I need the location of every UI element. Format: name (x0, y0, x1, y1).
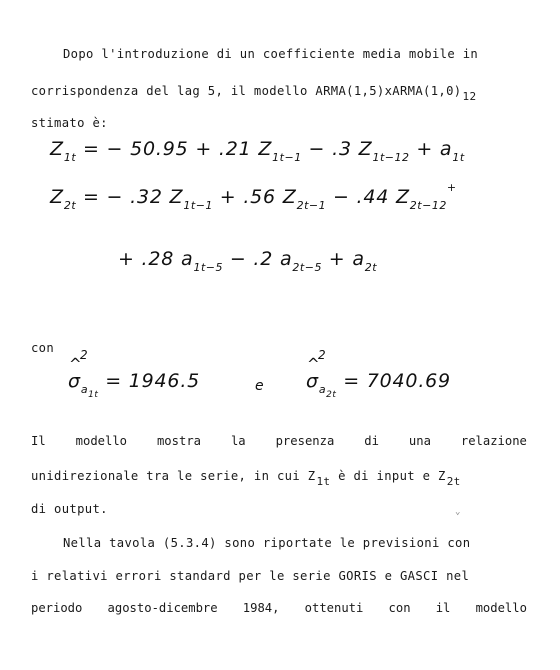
sigma-2-symbol-group (306, 348, 327, 392)
sigma-1-sub: a (80, 383, 89, 396)
sigma-2-value: = 7040.69 (343, 370, 451, 392)
eq1-rhs-c-sub: 1t (452, 151, 465, 164)
eq3-part-a: + .28 a (118, 248, 194, 270)
p3-word: con (388, 601, 411, 615)
p2-line2-b: è di input e Z (330, 469, 446, 483)
eq2-continuation-plus: + (446, 181, 457, 194)
sigma-1-symbol-group (68, 348, 89, 392)
intro-line-3: stimato è: (31, 116, 108, 130)
variance-sigma-1 (68, 348, 201, 400)
p2-word: di (364, 434, 379, 448)
p2-word: relazione (460, 434, 527, 448)
intro-line-2 (31, 84, 477, 103)
p2-word: Il (31, 434, 46, 448)
p2-word: la (230, 434, 246, 448)
paragraph-3-line-3 (31, 601, 527, 615)
p2-word: mostra (156, 434, 201, 448)
sigma-2-symbol: σ (306, 370, 319, 392)
sigma-1-symbol: σ (68, 370, 81, 392)
paragraph-2-line-2 (31, 469, 461, 488)
eq3-part-c: + a (321, 248, 365, 270)
equation-2-continuation (118, 248, 378, 274)
paragraph-2-line-1 (31, 434, 527, 448)
eq2-rhs-c: − .44 Z (326, 186, 410, 208)
p2-line2-sub2: 2t (446, 475, 461, 488)
sigma-2-square: 2 (318, 348, 327, 362)
eq2-rhs-b-sub: 2t−1 (296, 199, 327, 212)
equation-1 (50, 138, 465, 164)
equation-2 (50, 181, 457, 212)
eq2-rhs-a: = − .32 Z (82, 186, 184, 208)
sigma-1-square: 2 (80, 348, 89, 362)
eq1-rhs-c: + a (409, 138, 453, 160)
p3-word: il (435, 601, 451, 615)
eq1-lhs: Z (50, 138, 64, 160)
p3-word: agosto-dicembre (107, 601, 218, 615)
eq1-rhs-a-sub: 1t−1 (272, 151, 302, 164)
intro-line-2-subscript: 12 (462, 90, 477, 103)
sigma-2-hat: ^ (307, 355, 321, 373)
con-word: con (31, 341, 55, 355)
eq1-rhs-b-sub: 1t−12 (372, 151, 410, 164)
eq2-rhs-b: + .56 Z (212, 186, 297, 208)
p2-word: modello (75, 434, 128, 448)
sigma-1-subsub: 1t (88, 390, 99, 400)
eq1-rhs-a: = − 50.95 + .21 Z (82, 138, 273, 160)
intro-line-2-text: corrispondenza del lag 5, il modello ARMA(1,5)xARMA(1,0) (31, 84, 462, 98)
eq2-rhs-a-sub: 1t−1 (183, 199, 213, 212)
eq1-lhs-sub: 1t (63, 151, 77, 164)
sigma-2-subsub: 2t (326, 390, 337, 400)
p3-word: 1984, (242, 601, 280, 615)
sigma-2-sub: a (318, 383, 327, 396)
p3-word: ottenuti (304, 601, 364, 615)
p2-line2-a: unidirezionale tra le serie, in cui Z (31, 469, 316, 483)
variance-joiner: e (255, 378, 264, 394)
variance-sigma-2 (306, 348, 451, 400)
page-speck: ⌄ (455, 507, 461, 517)
eq2-lhs: Z (50, 186, 64, 208)
sigma-1-hat: ^ (69, 355, 83, 373)
eq3-part-b: − .2 a (223, 248, 293, 270)
p2-word: una (408, 434, 431, 448)
paragraph-3-line-1: Nella tavola (5.3.4) sono riportate le previsioni con (63, 536, 471, 550)
p3-word: modello (475, 601, 527, 615)
paragraph-2-line-3: di output. (31, 502, 108, 516)
sigma-1-value: = 1946.5 (105, 370, 201, 392)
p2-word: presenza (275, 434, 335, 448)
eq3-part-b-sub: 2t−5 (292, 261, 322, 274)
eq3-part-a-sub: 1t−5 (193, 261, 223, 274)
p2-line2-sub1: 1t (316, 475, 331, 488)
eq3-part-c-sub: 2t (364, 261, 378, 274)
eq2-rhs-c-sub: 2t−12 (409, 199, 447, 212)
p3-word: periodo (31, 601, 83, 615)
eq1-rhs-b: − .3 Z (301, 138, 373, 160)
intro-line-1: Dopo l'introduzione di un coefficiente media mobile in (63, 47, 479, 61)
paragraph-3-line-2: i relativi errori standard per le serie GORIS e GASCI nel (31, 569, 470, 583)
eq2-lhs-sub: 2t (63, 199, 77, 212)
